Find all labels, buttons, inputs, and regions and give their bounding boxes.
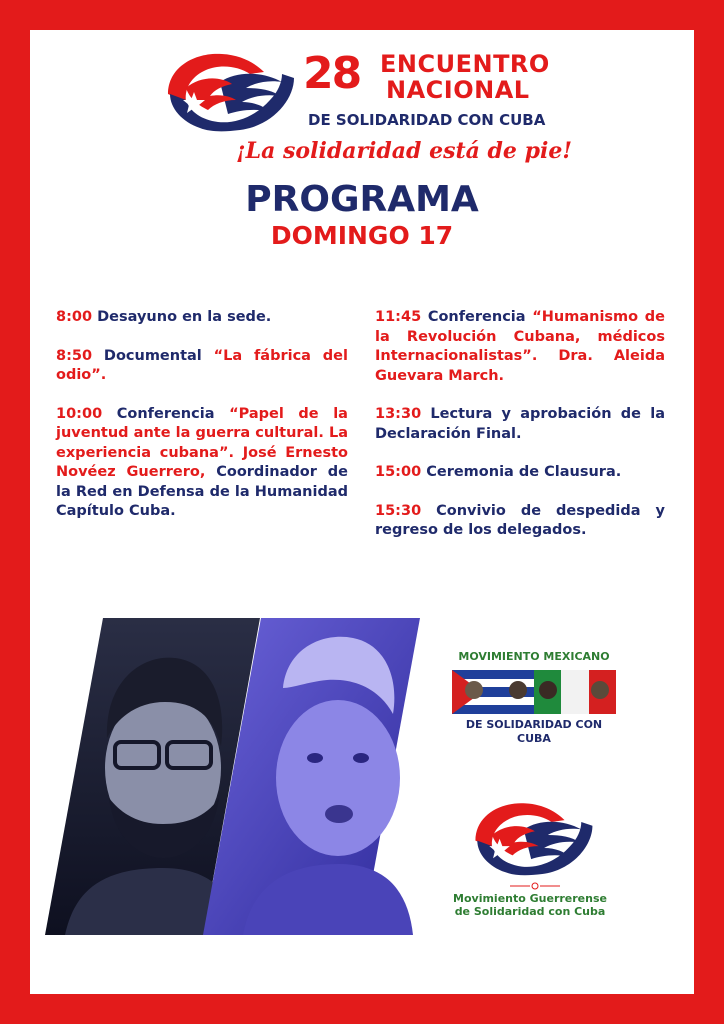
schedule-left-column: [56, 308, 348, 541]
slogan: ¡La solidaridad está de pie!: [236, 138, 572, 164]
schedule-item: [375, 463, 665, 483]
movimiento-guerrerense-logo: [468, 790, 598, 880]
schedule-item: [56, 308, 348, 328]
schedule-quote: “La fábrica del odio”.: [56, 347, 348, 383]
encuentro-title-line2: NACIONAL: [386, 76, 530, 104]
schedule-time: 8:00: [56, 309, 93, 325]
speaker-photo-aleida-guevara: [203, 618, 420, 935]
schedule-item: [375, 308, 665, 386]
schedule-item: [56, 405, 348, 522]
encuentro-subtitle: DE SOLIDARIDAD CON CUBA: [308, 111, 546, 129]
schedule-item: [375, 405, 665, 444]
encuentro-number: 28: [303, 48, 361, 99]
schedule-time: 11:45: [375, 309, 422, 325]
encuentro-title-line1: ENCUENTRO: [380, 50, 550, 78]
schedule-time: 15:30: [375, 502, 422, 519]
flags-banner-image: [452, 670, 616, 714]
schedule-quote: “Papel de la juventud ante la guerra cultural. La experiencia cubana”. José Ernesto Novéez Guerrero,: [56, 405, 348, 480]
schedule-text: Ceremonia de Clausura.: [426, 464, 622, 480]
schedule-time: 10:00: [56, 405, 103, 422]
program-day: DOMINGO 17: [270, 221, 454, 250]
schedule-text: Convivio de despedida y regreso de los delegados.: [375, 502, 665, 538]
schedule-time: 8:50: [56, 347, 93, 364]
schedule-text: Conferencia: [427, 309, 526, 325]
schedule-extra: Coordinador de la Red en Defensa de la Humanidad Capítulo Cuba.: [56, 464, 348, 519]
schedule-item: [375, 502, 665, 541]
schedule-time: 13:30: [375, 406, 422, 422]
solidarity-hands-logo: [160, 42, 300, 134]
schedule-text: Desayuno en la sede.: [97, 309, 272, 325]
ornament-divider: [510, 882, 560, 890]
movimiento-mexicano-logo: [448, 650, 620, 746]
program-title: PROGRAMA: [245, 179, 479, 220]
schedule-item: [56, 347, 348, 386]
schedule-right-column: [375, 308, 665, 560]
guerrerense-line2: de Solidaridad con Cuba: [454, 905, 606, 918]
schedule-text: Conferencia: [116, 405, 215, 422]
schedule-text: Lectura y aprobación de la Declaración Final.: [375, 406, 665, 442]
movimiento-guerrerense-name: [440, 892, 620, 918]
schedule-text: Documental: [103, 347, 202, 364]
schedule-time: 15:00: [375, 464, 422, 480]
guerrerense-line1: Movimiento Guerrerense: [453, 892, 607, 905]
movimiento-mexicano-title: MOVIMIENTO MEXICANO: [458, 650, 610, 663]
schedule-quote: “Humanismo de la Revolución Cubana, médicos Internacionalistas”. Dra. Aleida Guevara March.: [375, 309, 665, 384]
poster-page: [30, 30, 694, 994]
movimiento-mexicano-subtitle: DE SOLIDARIDAD CON CUBA: [465, 718, 603, 745]
